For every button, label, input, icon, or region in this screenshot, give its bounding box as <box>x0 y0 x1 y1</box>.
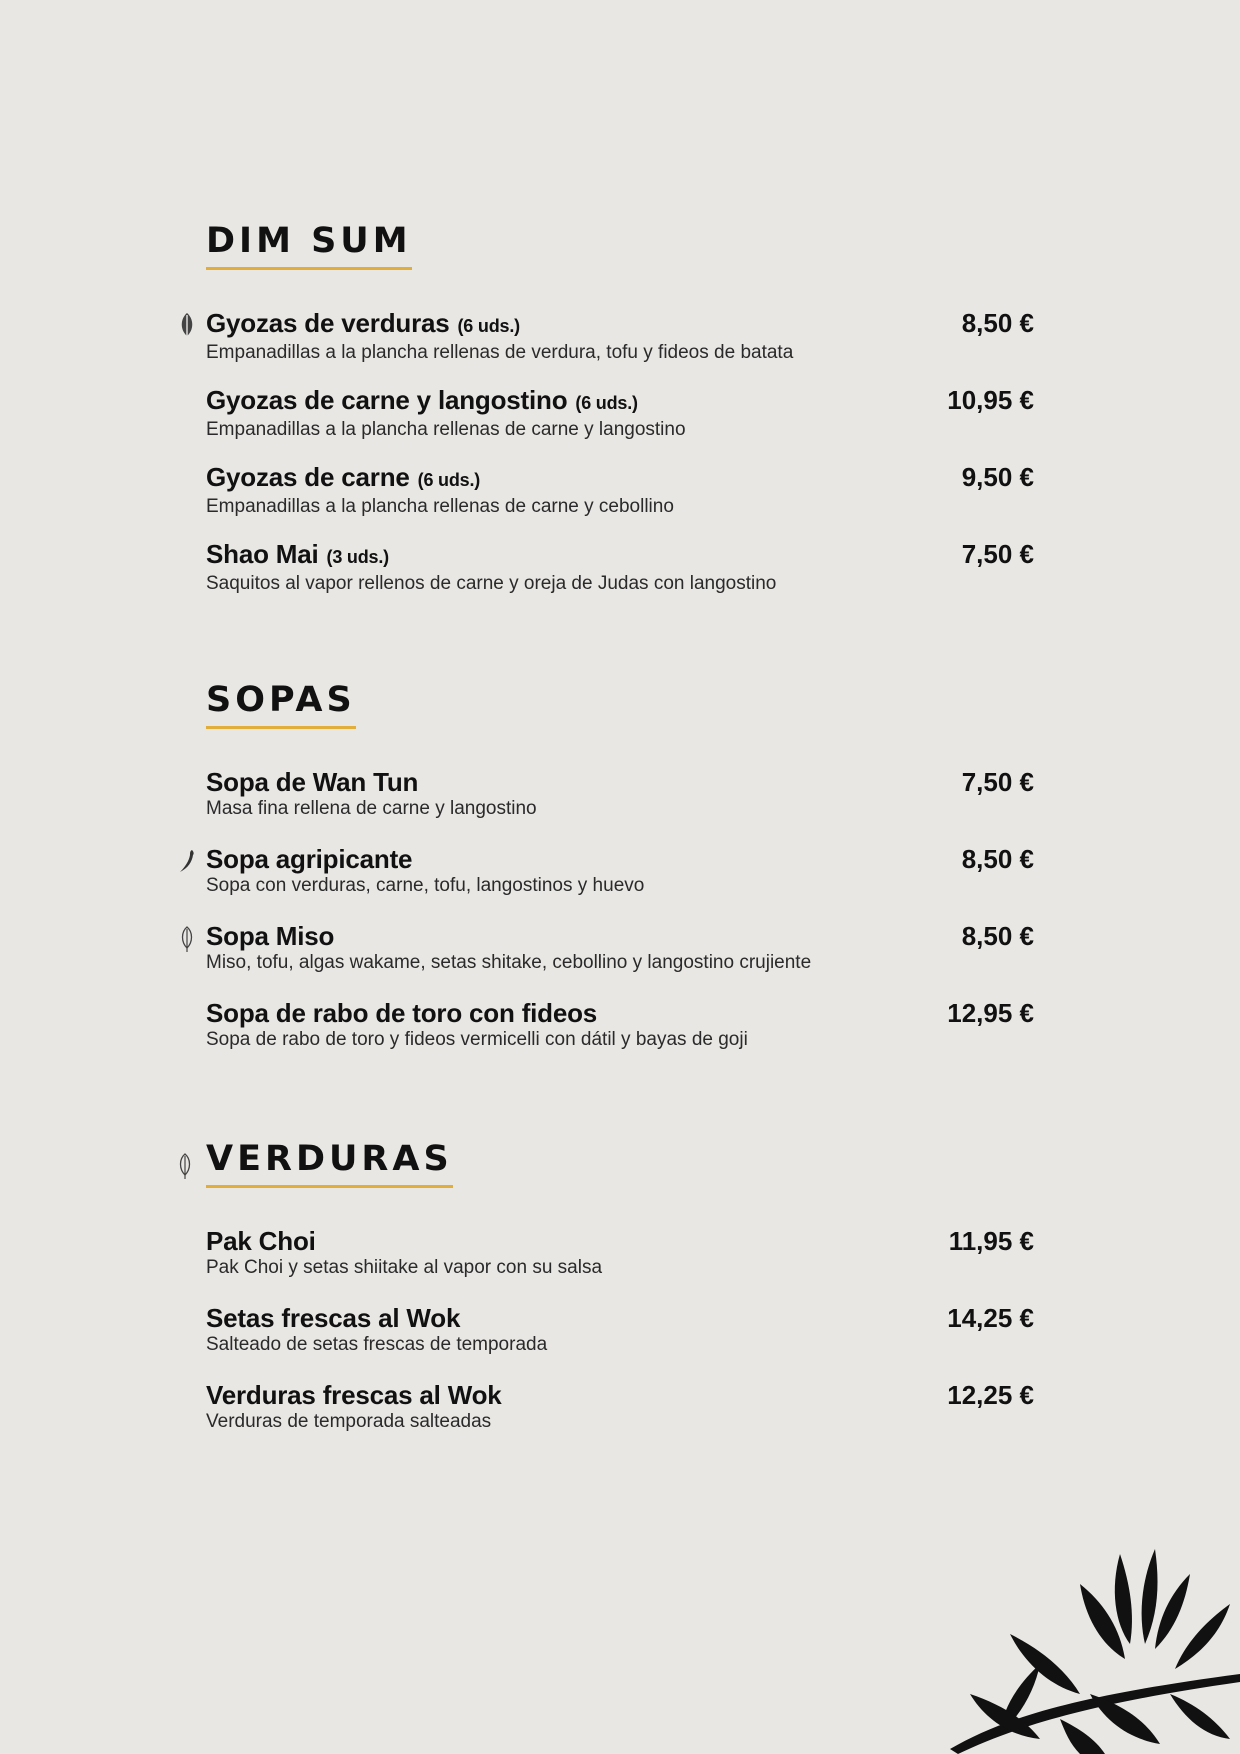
item-description: Masa fina rellena de carne y langostino <box>206 797 537 819</box>
item-name: Verduras frescas al Wok <box>206 1379 502 1410</box>
item-name-row <box>206 1303 1034 1333</box>
item-description: Empanadillas a la plancha rellenas de verdura, tofu y fideos de batata <box>206 341 794 363</box>
item-price: 12,25 € <box>947 1379 1034 1410</box>
item-name-row <box>206 844 1034 874</box>
item-list <box>206 308 1034 616</box>
item-name: Gyozas de verduras <box>206 307 450 338</box>
item-name: Sopa agripicante <box>206 843 413 874</box>
item-price: 8,50 € <box>961 307 1034 338</box>
menu-item <box>206 308 1034 385</box>
item-price: 7,50 € <box>961 766 1034 797</box>
menu-item <box>206 385 1034 462</box>
item-name: Setas frescas al Wok <box>206 1302 461 1333</box>
item-name: Sopa de Wan Tun <box>206 766 419 797</box>
item-price: 7,50 € <box>961 538 1034 569</box>
item-name-row <box>206 767 1034 797</box>
section-title-text: VERDURAS <box>206 1139 453 1179</box>
item-quantity: (3 uds.) <box>326 546 389 567</box>
item-quantity: (6 uds.) <box>417 469 481 490</box>
item-name: Shao Mai <box>206 538 319 569</box>
menu-item <box>206 1226 1034 1303</box>
menu-item <box>206 462 1034 539</box>
item-description: Empanadillas a la plancha rellenas de carne y langostino <box>206 418 686 440</box>
menu-item <box>206 921 1034 998</box>
menu-item <box>206 1380 1034 1457</box>
item-name-row <box>206 308 1034 341</box>
menu-item <box>206 998 1034 1075</box>
item-name: Sopa Miso <box>206 920 335 951</box>
item-description: Saquitos al vapor rellenos de carne y oreja de Judas con langostino <box>206 572 777 594</box>
item-name-row <box>206 462 1034 495</box>
item-price: 8,50 € <box>961 920 1034 951</box>
item-name-row <box>206 1380 1034 1410</box>
item-name: Pak Choi <box>206 1225 316 1256</box>
menu-item <box>206 767 1034 844</box>
vegetarian-leaf-outline-icon <box>176 1152 194 1180</box>
item-name-row <box>206 921 1034 951</box>
item-description: Salteado de setas frescas de temporada <box>206 1333 548 1355</box>
item-name: Gyozas de carne y langostino <box>206 384 568 415</box>
item-name-row <box>206 998 1034 1028</box>
item-list <box>206 1226 1034 1457</box>
vegetarian-leaf-outline-icon <box>178 925 196 953</box>
item-name-row <box>206 539 1034 572</box>
item-list <box>206 767 1034 1075</box>
item-description: Sopa de rabo de toro y fideos vermicelli con dátil y bayas de goji <box>206 1028 748 1050</box>
bamboo-leaves-icon <box>930 1544 1240 1754</box>
item-name: Sopa de rabo de toro con fideos <box>206 997 598 1028</box>
item-price: 12,95 € <box>947 997 1034 1028</box>
item-price: 10,95 € <box>947 384 1034 415</box>
item-name-row <box>206 385 1034 418</box>
item-price: 14,25 € <box>947 1302 1034 1333</box>
section-verduras <box>206 1140 1034 1457</box>
item-name: Gyozas de carne <box>206 461 410 492</box>
spicy-chili-icon <box>178 848 196 876</box>
section-dim-sum <box>206 222 1034 616</box>
item-description: Empanadillas a la plancha rellenas de carne y cebollino <box>206 495 674 517</box>
section-title: DIM SUM <box>206 222 412 270</box>
item-quantity: (6 uds.) <box>575 392 638 413</box>
item-price: 11,95 € <box>948 1225 1034 1256</box>
item-name-row <box>206 1226 1034 1256</box>
section-title: SOPAS <box>206 681 356 729</box>
item-description: Miso, tofu, algas wakame, setas shitake, cebollino y langostino crujiente <box>206 951 812 973</box>
item-price: 8,50 € <box>961 843 1034 874</box>
menu-item <box>206 1303 1034 1380</box>
item-description: Verduras de temporada salteadas <box>206 1410 492 1432</box>
item-description: Sopa con verduras, carne, tofu, langostinos y huevo <box>206 874 645 896</box>
section-title <box>206 1140 453 1188</box>
section-sopas <box>206 681 1034 1075</box>
item-price: 9,50 € <box>961 461 1034 492</box>
item-description: Pak Choi y setas shiitake al vapor con su salsa <box>206 1256 603 1278</box>
menu-item <box>206 539 1034 616</box>
menu-item <box>206 844 1034 921</box>
vegetarian-leaf-icon <box>178 312 196 340</box>
item-quantity: (6 uds.) <box>457 315 520 336</box>
